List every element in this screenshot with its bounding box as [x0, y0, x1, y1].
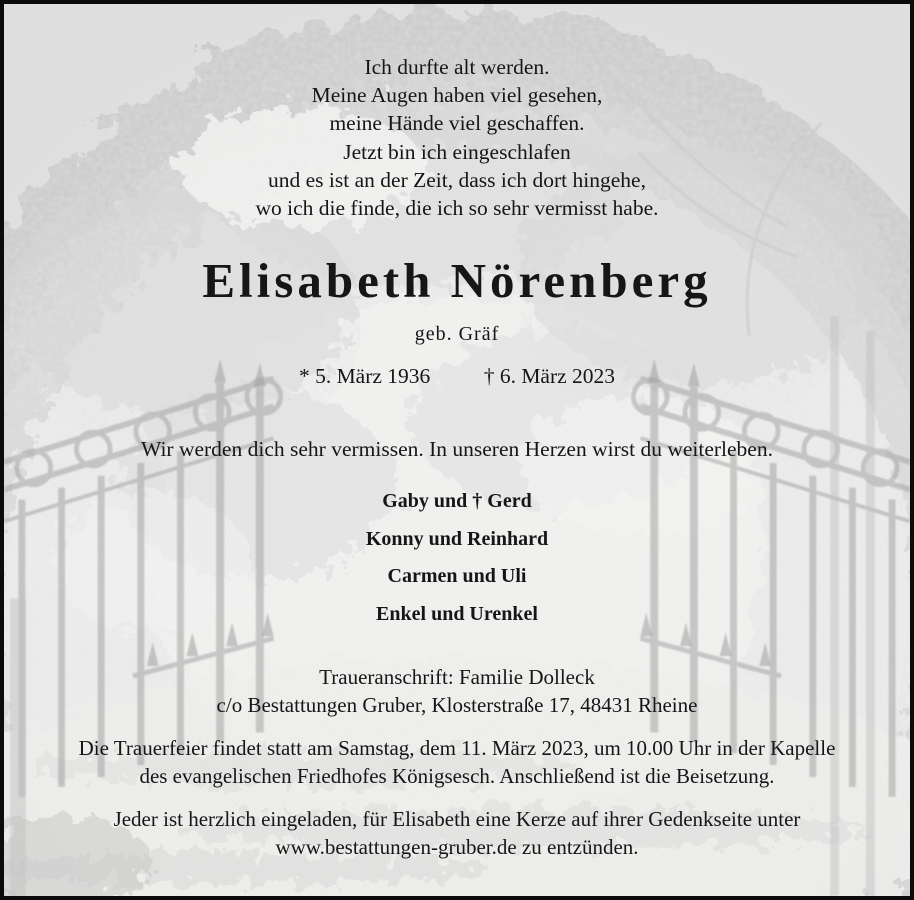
mourner-line: Carmen und Uli [387, 565, 527, 588]
farewell-line: Wir werden dich sehr vermissen. In unseren Herzen wirst du weiterleben. [141, 437, 773, 462]
mourning-address [30, 663, 884, 719]
mourning-address-line: Traueranschrift: Familie Dolleck [319, 665, 595, 690]
poem-line: meine Hände viel geschaffen. [329, 111, 585, 136]
mourners-list [30, 483, 884, 633]
mourner-line: Konny und Reinhard [365, 527, 549, 550]
poem-line: Ich durfte alt werden. [364, 55, 550, 79]
death-date: † 6. März 2023 [483, 364, 616, 389]
maiden-name: geb. Gräf [414, 323, 500, 346]
memorial-candle-info [30, 806, 884, 861]
poem-line: und es ist an der Zeit, dass ich dort hingehe, [268, 167, 646, 192]
mourning-address-line: c/o Bestattungen Gruber, Klosterstraße 17, 48431 Rheine [216, 693, 698, 718]
obituary-content [4, 4, 910, 896]
memorial-candle-line: Jeder ist herzlich eingeladen, für Elisabeth eine Kerze auf ihrer Gedenkseite unter [113, 807, 801, 832]
mourner-line: Enkel und Urenkel [376, 602, 538, 625]
poem-line: Jetzt bin ich eingeschlafen [343, 139, 571, 164]
memorial-candle-line: www.bestattungen-gruber.de zu entzünden. [275, 834, 639, 859]
poem [30, 4, 884, 222]
funeral-service-line: Die Trauerfeier findet statt am Samstag, dem 11. März 2023, um 10.00 Uhr in der Kapelle [78, 736, 836, 761]
poem-line: wo ich die finde, die ich so sehr vermisst habe. [255, 196, 659, 221]
mourner-line: Gaby und † Gerd [382, 490, 532, 513]
poem-line: Meine Augen haben viel gesehen, [311, 83, 603, 108]
deceased-name: Elisabeth Nörenberg [202, 253, 712, 309]
birth-date: * 5. März 1936 [298, 364, 431, 389]
funeral-service-info [30, 735, 884, 790]
funeral-service-line: des evangelischen Friedhofes Königsesch. Anschließend ist die Beisetzung. [139, 763, 775, 788]
life-dates [30, 363, 884, 390]
